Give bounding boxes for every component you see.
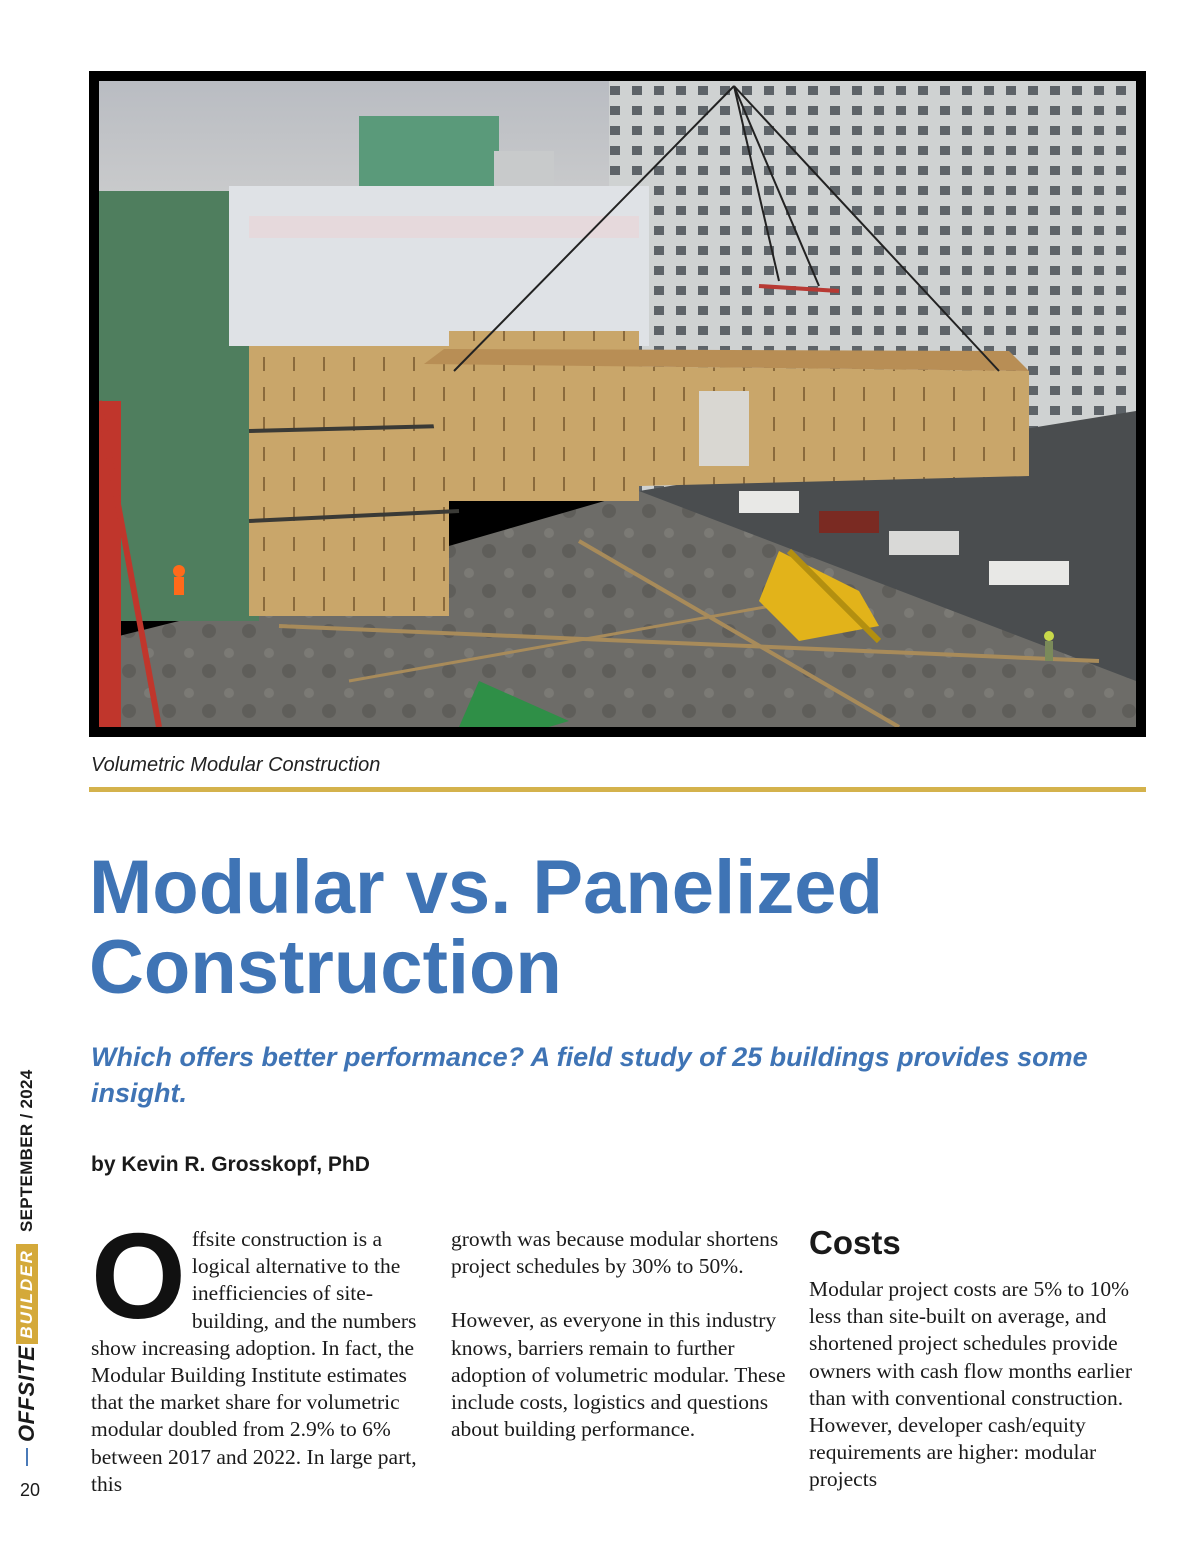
section-heading-costs: Costs xyxy=(809,1224,901,1261)
body-paragraph: growth was because modular shortens project schedules by 30% to 50%. xyxy=(451,1227,779,1279)
photo-caption: Volumetric Modular Construction xyxy=(91,754,381,776)
drop-cap: O xyxy=(91,1208,186,1344)
body-paragraph: However, as everyone in this industry knows, barriers remain to further adoption of volumetric modular. These include costs, logistics and questions about building performance. xyxy=(451,1308,786,1442)
body-column-3 xyxy=(809,1224,1154,1494)
body-paragraph: ffsite construction is a logical alternative to the inefficiencies of site-building, and the numbers show increasing adoption. In fact, the Modular Building Institute estimates that the market share for volumetric modular doubled from 2.9% to 6% between 2017 and 2022. In large part, this xyxy=(91,1227,417,1496)
brand-name-builder: BUILDER xyxy=(16,1244,38,1344)
hero-photo xyxy=(89,71,1146,737)
caption-divider xyxy=(89,787,1146,792)
brand-name-offsite: OFFSITE xyxy=(14,1345,39,1442)
article-deck: Which offers better performance? A field study of 25 buildings provides some insight. xyxy=(91,1042,1088,1108)
body-column-1 xyxy=(91,1208,436,1498)
article-headline: Modular vs. Panelized Construction xyxy=(89,845,883,1010)
construction-photo-illustration xyxy=(99,81,1136,727)
body-paragraph: Modular project costs are 5% to 10% less than site-built on average, and shortened project schedules provide owners with cash flow months earlier than with conventional construction. However, developer cash/equity requirements are higher: modular projects xyxy=(809,1277,1133,1492)
side-tab-accent-bar xyxy=(26,1448,28,1466)
issue-date: SEPTEMBER / 2024 xyxy=(17,1069,36,1233)
magazine-side-tab xyxy=(14,1069,40,1466)
body-column-2 xyxy=(451,1226,796,1443)
page-number: 20 xyxy=(20,1480,41,1500)
article-byline: by Kevin R. Grosskopf, PhD xyxy=(91,1153,370,1176)
